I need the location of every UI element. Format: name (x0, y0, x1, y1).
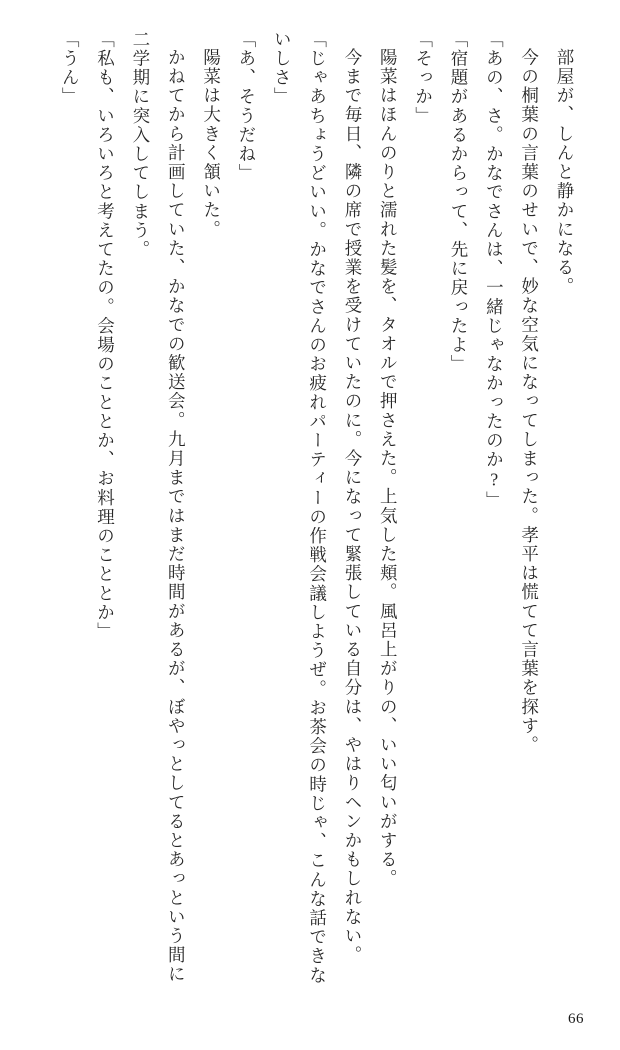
paragraph: かねてから計画していた、かなでの歓送会。九月まではまだ時間があるが、ぼやっとしてるとあっという間に二学期に突入してしまう。 (130, 30, 187, 984)
paragraph: 部屋が、しんと静かになる。 (555, 47, 575, 296)
body-text (42, 30, 582, 990)
dialogue-line: 「そっか」 (413, 30, 434, 126)
paragraph: 今まで毎日、隣の席で授業を受けていたのに。今になって緊張している自分は、やはりヘンかもしれない。 (342, 47, 363, 965)
paragraph: 陽菜は大きく頷いた。 (201, 47, 222, 239)
dialogue-line: 「宿題があるからって、先に戻ったよ」 (448, 30, 469, 374)
dialogue-line: 「じゃあちょうどいい。かなでさんのお疲れパーティーの作戦会議しようぜ。お茶会の時じゃ、こんな話できないしさ」 (272, 30, 328, 985)
page-number: 66 (568, 1011, 584, 1027)
dialogue-line: 「私も、いろいろと考えてたの。会場のこととか、お料理のこととか」 (95, 30, 116, 642)
dialogue-line: 「うん」 (60, 30, 81, 107)
paragraph: 今の桐葉の言葉のせいで、妙な空気になってしまった。孝平は慌てて言葉を探す。 (519, 47, 540, 755)
paragraph: 陽菜はほんのりと濡れた髪を、タオルで押さえた。上気した頬。風呂上がりの、いい匂いがする。 (378, 47, 399, 888)
dialogue-line: 「あの、さ。かなでさんは、一緒じゃなかったのか?」 (484, 30, 505, 510)
dialogue-line: 「あ、そうだね」 (236, 30, 257, 183)
